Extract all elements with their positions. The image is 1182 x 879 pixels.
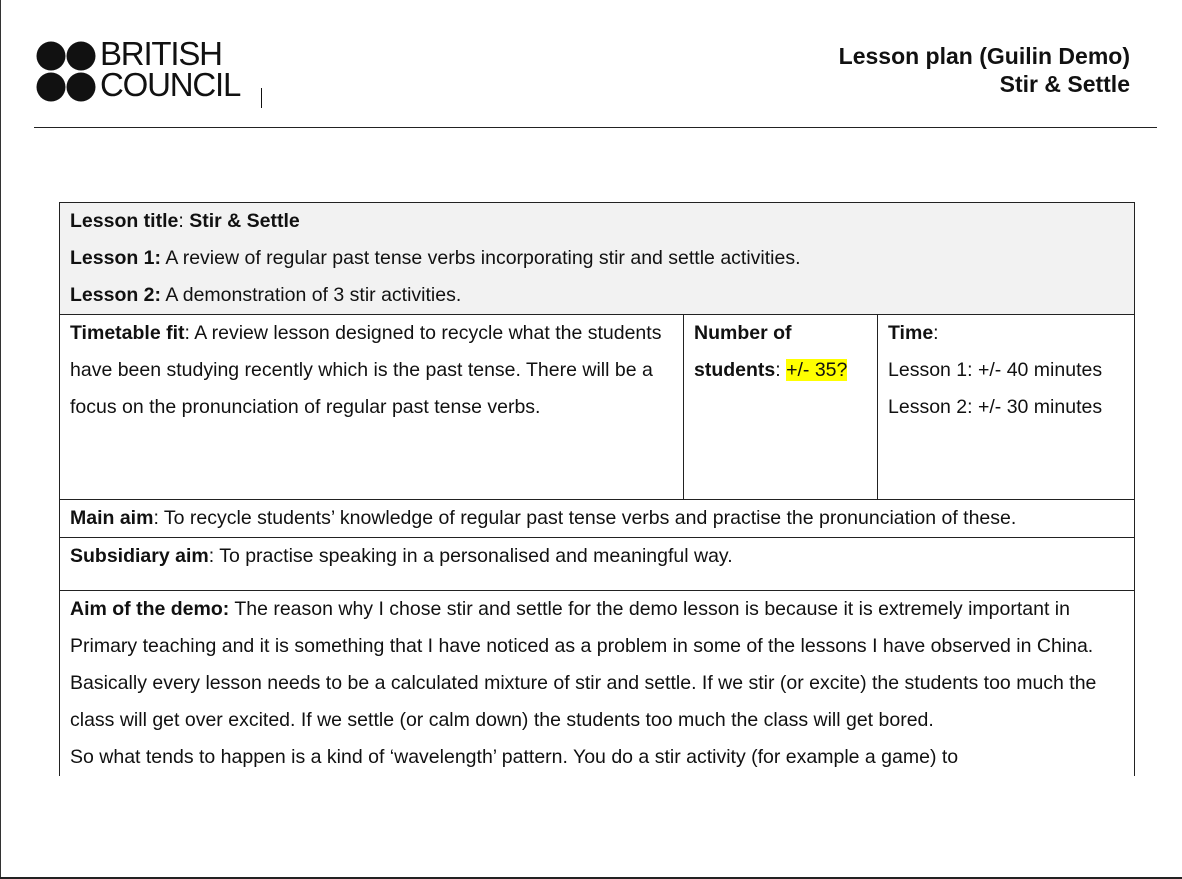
lesson-title-value: Stir & Settle	[189, 210, 300, 232]
logo-wordmark: BRITISH COUNCIL	[100, 35, 241, 103]
lesson-title-label: Lesson title	[70, 210, 179, 232]
lesson-title-row	[60, 203, 1135, 315]
subsidiary-aim-text: : To practise speaking in a personalised and meaningful way.	[208, 545, 733, 567]
demo-aim-cell[interactable]	[60, 591, 1135, 777]
lesson-title-cell[interactable]	[60, 203, 1135, 315]
main-aim-cell[interactable]	[60, 500, 1135, 538]
lesson-plan-table	[59, 202, 1135, 776]
main-aim-text: : To recycle students’ knowledge of regular past tense verbs and practise the pronunciation of these.	[153, 507, 1017, 529]
time-label: Time	[888, 322, 934, 344]
students-sep: :	[775, 359, 787, 381]
main-aim-row	[60, 500, 1135, 538]
timetable-text: : A review lesson designed to recycle what the students have been studying recently which is the past tense. There will be a focus on the pronunciation of regular past tense verbs.	[70, 322, 662, 418]
title-line-1: Lesson plan (Guilin Demo)	[838, 43, 1130, 69]
time-cell[interactable]	[878, 315, 1135, 500]
students-value-highlight: +/- 35?	[786, 359, 848, 381]
demo-aim-paragraph-2: Basically every lesson needs to be a calculated mixture of stir and settle. If we stir (or excite) the students too much the class will get over excited. If we settle (or calm down) the students too much the class will get bored.	[70, 672, 1097, 731]
demo-aim-label: Aim of the demo:	[70, 598, 230, 620]
document-title	[839, 42, 1130, 98]
timetable-cell[interactable]	[60, 315, 684, 500]
lesson-1-label: Lesson 1:	[70, 247, 162, 269]
demo-aim-text: The reason why I chose stir and settle for the demo lesson is because it is extremely important in Primary teaching and it is something that I have noticed as a problem in some of the lessons I have observed in China.	[70, 598, 1094, 657]
timetable-label: Timetable fit	[70, 322, 185, 344]
students-label-2: students	[694, 359, 776, 381]
lesson-1-text: A review of regular past tense verbs incorporating stir and settle activities.	[161, 247, 801, 269]
timetable-row	[60, 315, 1135, 500]
time-lesson-1: Lesson 1: +/- 40 minutes	[888, 359, 1103, 381]
subsidiary-aim-row	[60, 538, 1135, 591]
text-cursor	[261, 88, 262, 108]
lesson-2-text: A demonstration of 3 stir activities.	[161, 284, 462, 306]
students-cell[interactable]	[684, 315, 878, 500]
demo-aim-row	[60, 591, 1135, 777]
subsidiary-aim-cell[interactable]	[60, 538, 1135, 591]
students-label-1: Number of	[694, 322, 792, 344]
header-divider	[34, 127, 1157, 128]
lesson-2-label: Lesson 2:	[70, 284, 162, 306]
main-aim-label: Main aim	[70, 507, 154, 529]
time-lesson-2: Lesson 2: +/- 30 minutes	[888, 396, 1103, 418]
lesson-title-sep: :	[178, 210, 190, 232]
time-sep: :	[933, 322, 939, 344]
demo-aim-paragraph-3: So what tends to happen is a kind of ‘wavelength’ pattern. You do a stir activity (for example a game) to	[70, 746, 959, 768]
page-left-edge	[0, 0, 1, 879]
logo-dots-icon	[36, 41, 98, 103]
subsidiary-aim-label: Subsidiary aim	[70, 545, 209, 567]
title-line-2: Stir & Settle	[999, 71, 1130, 97]
